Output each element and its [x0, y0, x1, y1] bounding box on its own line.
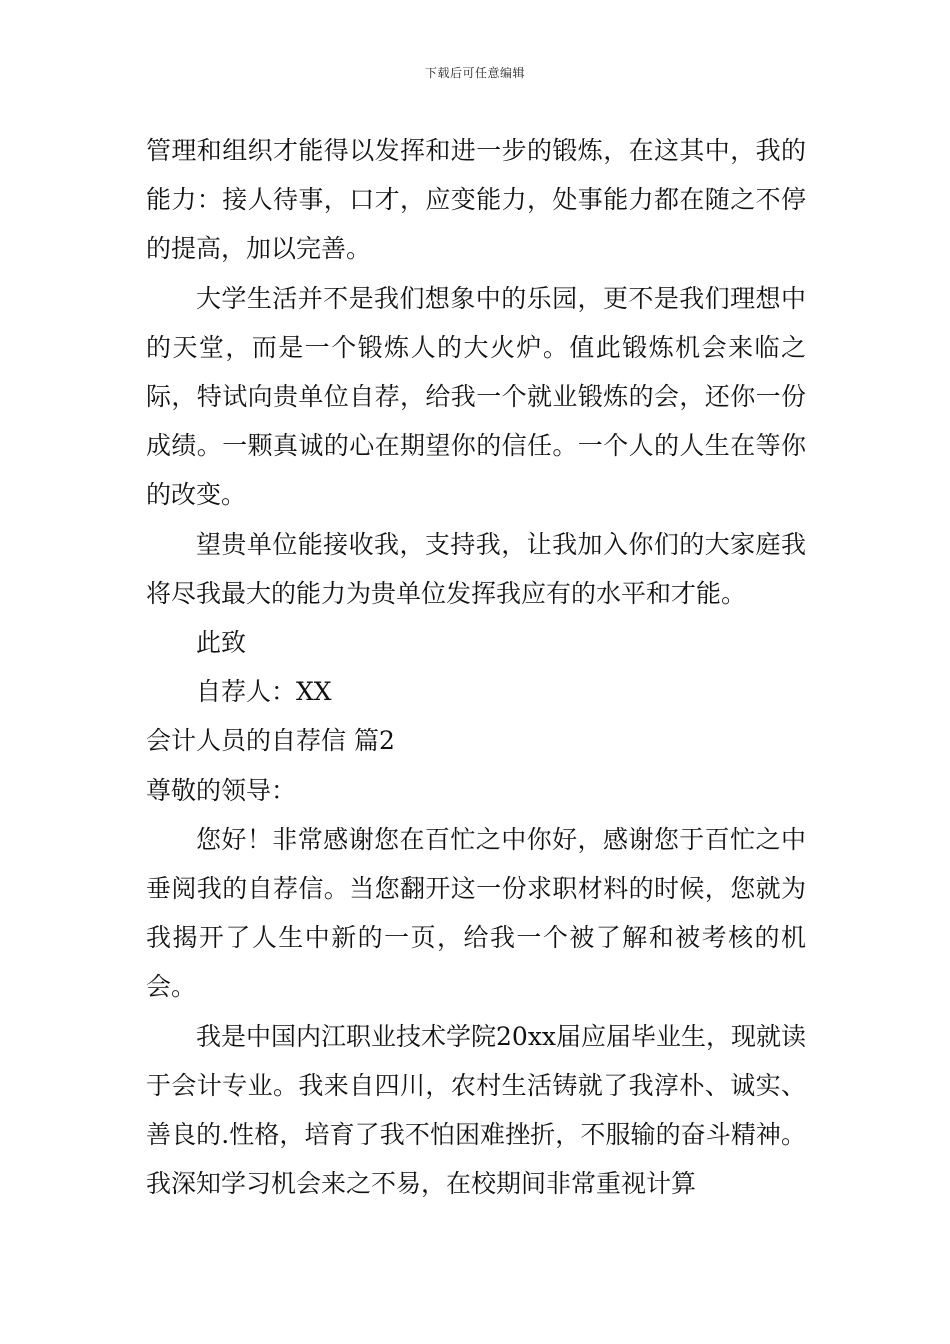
section-heading: 会计人员的自荐信 篇2: [146, 726, 395, 756]
paragraph-introduction: 我是中国内江职业技术学院20xx届应届毕业生，现就读于会计专业。我来自四川，农村生活铸就了我淳朴、诚实、善良的.性格，培育了我不怕困难挫折，不服输的奋斗精神。我深知学习机会来之不易，在校期间非常重视计算: [146, 1021, 807, 1199]
paragraph-hope: 望贵单位能接收我，支持我，让我加入你们的大家庭我将尽我最大的能力为贵单位发挥我应有的水平和才能。: [146, 529, 806, 608]
document-body: [146, 126, 806, 1208]
paragraph-college-life: 大学生活并不是我们想象中的乐园，更不是我们理想中的天堂，而是一个锻炼人的大火炉。值此锻炼机会来临之际，特试向贵单位自荐，给我一个就业锻炼的会，还你一份成绩。一颗真诚的心在期望你的信任。一个人的人生在等你的改变。: [146, 283, 806, 510]
paragraph-continuation: 管理和组织才能得以发挥和进一步的锻炼，在这其中，我的能力：接人待事，口才，应变能力，处事能力都在随之不停的提高，加以完善。: [146, 136, 806, 264]
signature-line: 自荐人：XX: [196, 677, 332, 707]
salutation-line: 尊敬的领导：: [146, 775, 297, 805]
page-header-note: 下载后可任意编辑: [424, 66, 525, 80]
paragraph-greeting: 您好！非常感谢您在百忙之中你好，感谢您于百忙之中垂阅我的自荐信。当您翻开这一份求职材料的时候，您就为我揭开了人生中新的一页，给我一个被了解和被考核的机会。: [146, 824, 806, 1002]
closing-line: 此致: [196, 628, 247, 658]
